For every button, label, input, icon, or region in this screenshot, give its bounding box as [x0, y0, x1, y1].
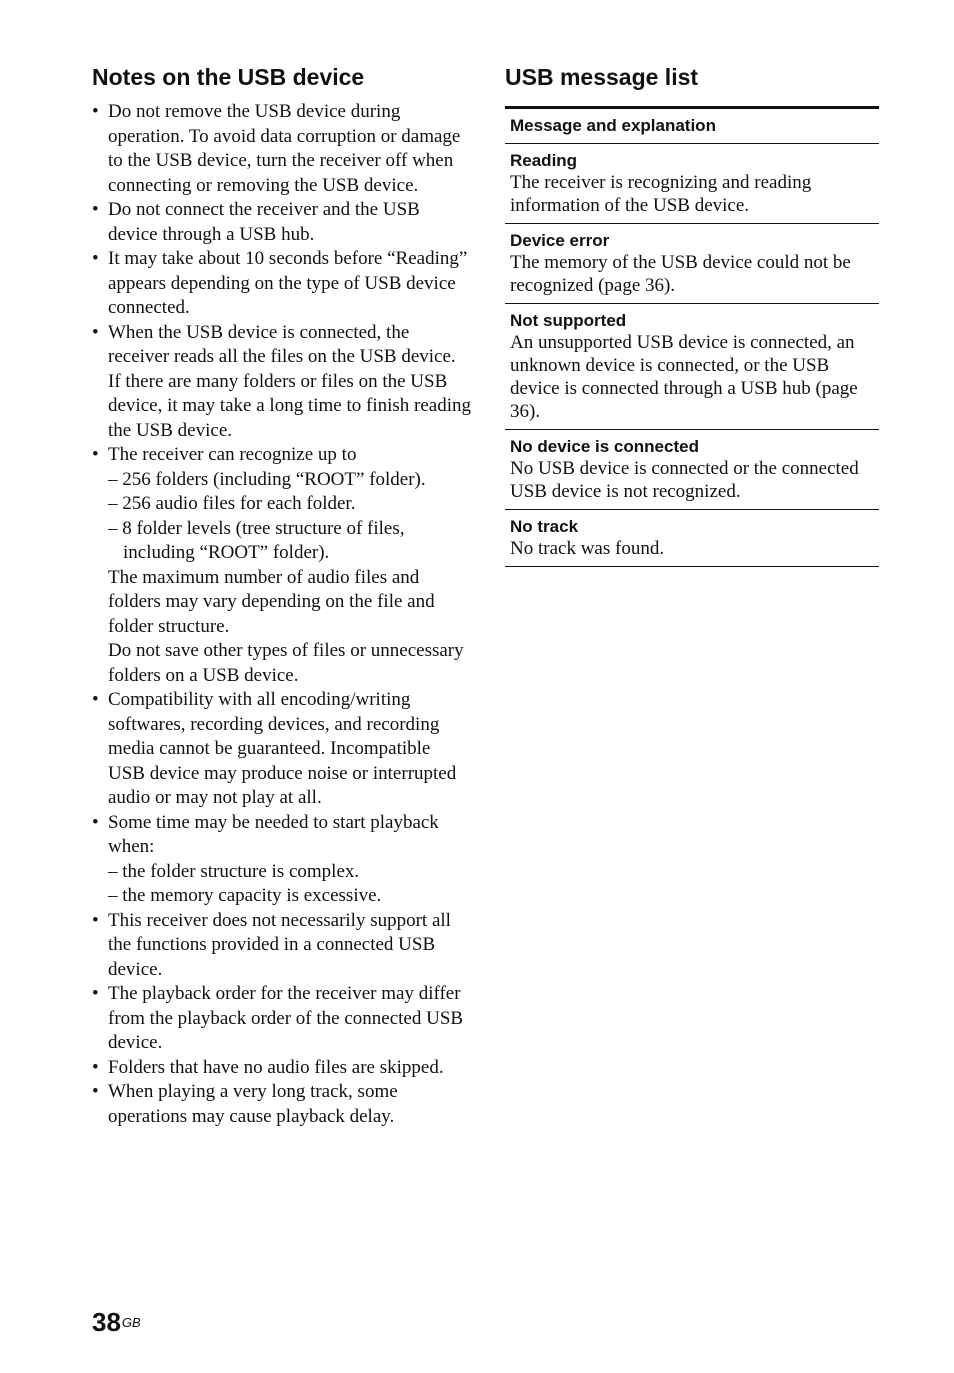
- note-text: • When playing a very long track, some operations may cause playback delay.: [108, 1081, 398, 1127]
- page-region: GB: [121, 1315, 141, 1330]
- note-item: [92, 321, 472, 444]
- note-item: [92, 1056, 472, 1081]
- message-name: No track: [510, 517, 579, 536]
- message-list-section: [505, 62, 879, 567]
- message-row: [505, 144, 879, 224]
- message-explanation: The receiver is recognizing and reading information of the USB device.: [510, 172, 812, 216]
- note-text: • Compatibility with all encoding/writing softwares, recording devices, and recording media cannot be guaranteed. Incompatible USB device may produce noise or interrupted audio or may not play at all.: [108, 689, 457, 808]
- note-text: • Folders that have no audio files are skipped.: [108, 1056, 444, 1078]
- message-name: Not supported: [510, 311, 627, 330]
- page-number: [92, 1306, 140, 1338]
- note-paragraph: Do not save other types of files or unnecessary folders on a USB device.: [108, 640, 464, 686]
- message-explanation: An unsupported USB device is connected, an unknown device is connected, or the USB device is connected through a USB hub (page 36).: [510, 332, 858, 422]
- message-explanation: No track was found.: [510, 538, 665, 559]
- note-subitem: – the memory capacity is excessive.: [108, 885, 382, 906]
- message-explanation: The memory of the USB device could not be recognized (page 36).: [510, 252, 851, 296]
- note-text: • It may take about 10 seconds before “Reading” appears depending on the type of USB device connected.: [108, 248, 468, 318]
- note-text: • The receiver can recognize up to: [108, 444, 357, 465]
- note-item: [92, 982, 472, 1056]
- note-text: • Do not remove the USB device during operation. To avoid data corruption or damage to the USB device, turn the receiver off when connecting or removing the USB device.: [108, 101, 461, 196]
- message-list-title: USB message list: [505, 64, 699, 90]
- note-item: [92, 247, 472, 321]
- message-name: Device error: [510, 231, 610, 250]
- message-row: [505, 510, 879, 567]
- message-row: [505, 430, 879, 510]
- note-text: • Do not connect the receiver and the USB device through a USB hub.: [108, 199, 420, 245]
- message-table: [505, 106, 879, 567]
- notes-title: Notes on the USB device: [92, 64, 365, 90]
- note-subitem: – 256 folders (including “ROOT” folder).: [108, 468, 426, 490]
- note-subitem: – 256 audio files for each folder.: [108, 493, 356, 514]
- note-item: [92, 811, 472, 909]
- note-item: [92, 198, 472, 247]
- message-explanation: No USB device is connected or the connected USB device is not recognized.: [510, 458, 859, 502]
- notes-list: [92, 100, 472, 1129]
- message-name: No device is connected: [510, 437, 699, 456]
- note-item: [92, 1080, 472, 1129]
- note-item: [92, 443, 472, 688]
- note-text: • When the USB device is connected, the receiver reads all the files on the USB device. If there are many folders or files on the USB device, it may take a long time to finish reading the USB device.: [108, 321, 472, 441]
- page-number-value: 38: [92, 1307, 121, 1337]
- notes-section: [92, 62, 472, 1129]
- note-item: [92, 100, 472, 198]
- note-text: • Some time may be needed to start playback when:: [108, 811, 439, 857]
- note-item: [92, 909, 472, 983]
- message-name: Reading: [510, 151, 578, 170]
- note-text: • This receiver does not necessarily support all the functions provided in a connected USB device.: [108, 909, 451, 980]
- table-header: Message and explanation: [505, 109, 879, 144]
- note-item: [92, 688, 472, 811]
- message-row: [505, 224, 879, 304]
- message-rows: [505, 144, 879, 567]
- note-subitem: – 8 folder levels (tree structure of files, including “ROOT” folder).: [108, 517, 405, 563]
- note-paragraph: The maximum number of audio files and folders may vary depending on the file and folder structure.: [108, 566, 435, 637]
- note-text: • The playback order for the receiver may differ from the playback order of the connected USB device.: [108, 983, 464, 1053]
- message-row: [505, 304, 879, 430]
- note-subitem: – the folder structure is complex.: [108, 860, 360, 882]
